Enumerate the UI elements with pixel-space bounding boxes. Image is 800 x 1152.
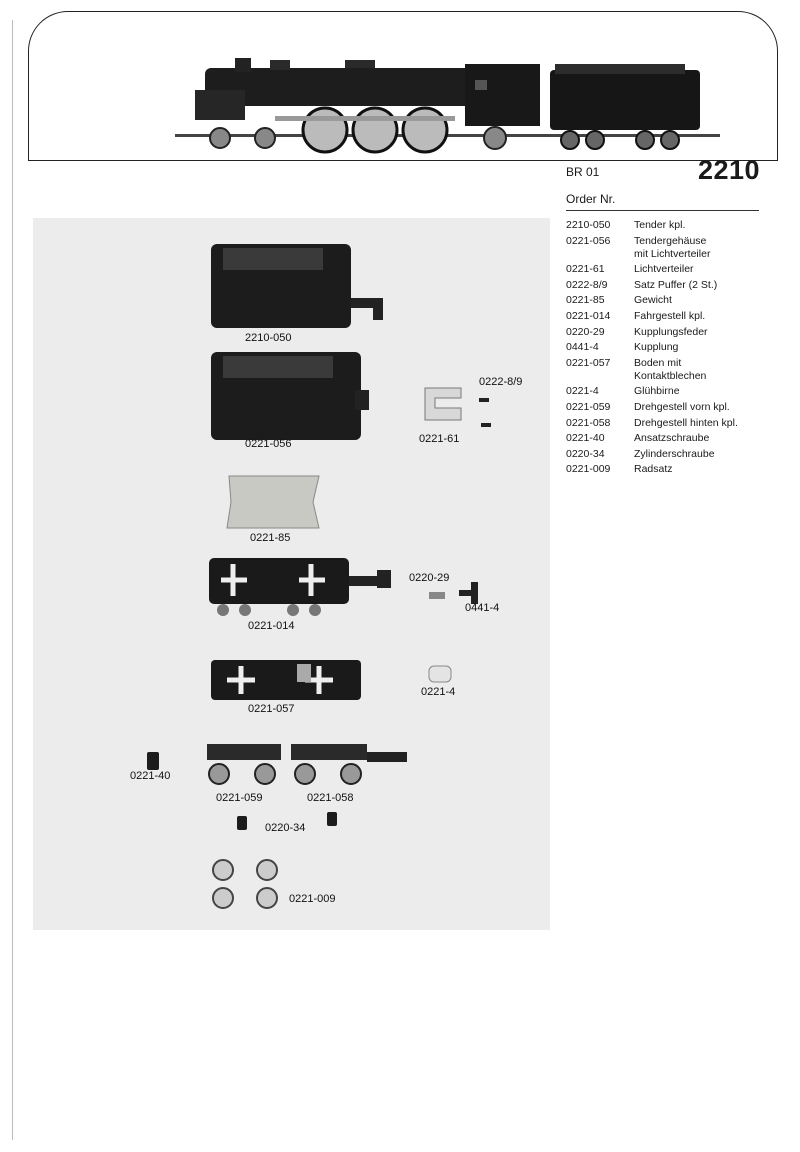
bogie-rear-label: 0221-058: [307, 792, 354, 804]
list-item: [566, 219, 776, 232]
part-number: 0221-40: [566, 432, 605, 445]
parts-photo: [33, 218, 550, 930]
bogie-rear-image: [291, 744, 407, 784]
list-item: [566, 294, 776, 307]
part-description: Fahrgestell kpl.: [634, 309, 706, 322]
chassis-image: [209, 558, 391, 616]
part-description: Ansatzschraube: [634, 432, 710, 445]
screw-image: [147, 752, 159, 770]
part-description: Tendergehäuse mit Lichtverteiler: [634, 234, 711, 260]
part-description: Gewicht: [634, 294, 672, 307]
locomotive-photo: [175, 50, 720, 162]
order-heading: Order Nr.: [566, 192, 616, 206]
housing-label: 0221-056: [245, 438, 292, 450]
part-number: 0221-059: [566, 400, 611, 413]
part-description: Tender kpl.: [634, 219, 686, 231]
list-item: [566, 326, 776, 339]
weight-label: 0221-85: [250, 532, 291, 544]
part-description: Kupplung: [634, 341, 679, 354]
part-description: Kupplungsfeder: [634, 325, 708, 338]
coupling-image: [459, 582, 478, 604]
parts-list: [566, 219, 776, 479]
weight-image: [227, 476, 319, 528]
cylinder-screw-label: 0220-34: [265, 822, 306, 834]
bulb-image: [429, 666, 451, 682]
list-item: [566, 401, 776, 414]
part-number: 0220-29: [566, 325, 605, 338]
list-item: [566, 448, 776, 461]
bogie-front-image: [207, 744, 281, 784]
list-item: [566, 341, 776, 354]
list-item: [566, 235, 776, 261]
list-item: [566, 385, 776, 398]
part-description: Boden mit Kontaktblechen: [634, 356, 707, 382]
part-description: Zylinderschraube: [634, 447, 715, 460]
spring-label: 0220-29: [409, 572, 450, 584]
part-description: Radsatz: [634, 463, 673, 476]
screw-label: 0221-40: [130, 770, 171, 782]
buffers-label: 0222-8/9: [479, 376, 523, 388]
part-number: 0441-4: [566, 341, 599, 354]
spring-image: [429, 592, 445, 599]
part-number: 0222-8/9: [566, 278, 608, 291]
part-description: Drehgestell vorn kpl.: [634, 400, 730, 413]
part-number: 0221-85: [566, 294, 605, 307]
list-item: [566, 279, 776, 292]
part-number: 0221-4: [566, 385, 599, 398]
part-number: 0221-058: [566, 416, 611, 429]
part-number: 0221-057: [566, 356, 611, 369]
part-description: Satz Puffer (2 St.): [634, 278, 718, 291]
wheelset-label: 0221-009: [289, 893, 336, 905]
part-description: Glühbirne: [634, 385, 680, 398]
margin-line: [12, 20, 13, 1140]
tender-image: [211, 244, 383, 328]
light-distributor-image: [425, 388, 461, 420]
series-label: BR 01: [566, 165, 600, 179]
buffer-image: [479, 398, 491, 427]
list-item: [566, 417, 776, 430]
part-number: 0221-056: [566, 234, 611, 247]
part-description: Lichtverteiler: [634, 263, 694, 276]
part-description: Drehgestell hinten kpl.: [634, 416, 738, 429]
catalog-number: 2210: [698, 155, 761, 185]
list-item: [566, 310, 776, 323]
part-number: 2210-050: [566, 219, 611, 231]
floor-image: [211, 660, 361, 700]
tender-label: 2210-050: [245, 332, 292, 344]
coupling-label: 0441-4: [465, 602, 500, 614]
chassis-label: 0221-014: [248, 620, 295, 632]
list-item: [566, 432, 776, 445]
wheelset-image: [213, 860, 277, 908]
list-item: [566, 463, 776, 476]
bogie-front-label: 0221-059: [216, 792, 263, 804]
light-distributor-label: 0221-61: [419, 433, 460, 445]
part-number: 0221-61: [566, 263, 605, 276]
floor-label: 0221-057: [248, 703, 295, 715]
part-number: 0221-014: [566, 309, 611, 322]
heading-rule: [566, 210, 759, 211]
part-number: 0220-34: [566, 447, 605, 460]
bulb-label: 0221-4: [421, 686, 456, 698]
part-number: 0221-009: [566, 463, 611, 476]
list-item: [566, 263, 776, 276]
list-item: [566, 357, 776, 383]
tender-housing-image: [211, 352, 369, 440]
